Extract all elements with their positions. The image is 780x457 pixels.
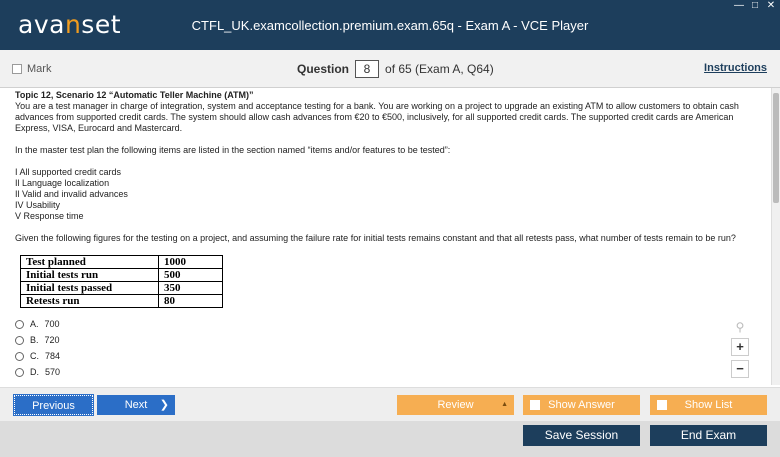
figure-value: 1000: [159, 256, 223, 269]
master-plan-text: In the master test plan the following items are listed in the section named “items and/or features to be tested”:: [15, 145, 451, 155]
table-row: [21, 282, 223, 295]
magnifier-icon: ⚲: [735, 320, 745, 334]
title-bar: [0, 0, 780, 50]
table-row: [21, 295, 223, 308]
show-list-label: Show List: [684, 399, 733, 411]
previous-button[interactable]: Previous: [14, 395, 93, 415]
maximize-icon[interactable]: □: [751, 0, 759, 11]
option-c[interactable]: [15, 348, 757, 364]
topic-title: Topic 12, Scenario 12 “Automatic Teller Machine (ATM)”: [15, 90, 254, 100]
option-a-radio[interactable]: [15, 320, 24, 329]
triangle-up-icon: ▲: [501, 401, 508, 408]
item-2: Il Language localization: [15, 178, 110, 188]
option-a[interactable]: [15, 316, 757, 332]
question-label: Question: [297, 62, 350, 76]
question-bar: [0, 50, 780, 88]
zoom-controls: [731, 320, 749, 378]
next-label: Next: [124, 399, 148, 411]
option-text: 700: [44, 318, 60, 329]
zoom-in-button[interactable]: +: [731, 338, 749, 356]
question-count: of 65 (Exam A, Q64): [385, 62, 494, 76]
show-list-button[interactable]: [650, 395, 767, 415]
option-d[interactable]: [15, 364, 757, 380]
next-button[interactable]: [97, 395, 175, 415]
chevron-right-icon: ❯: [159, 399, 169, 411]
vertical-scrollbar[interactable]: [771, 88, 780, 385]
question-content: [0, 88, 771, 385]
option-letter: C.: [30, 350, 39, 361]
review-button[interactable]: [397, 395, 514, 415]
table-row: [21, 269, 223, 282]
answer-options: [15, 316, 757, 380]
figure-value: 80: [159, 295, 223, 308]
show-answer-label: Show Answer: [548, 399, 615, 411]
item-3: Il Valid and invalid advances: [15, 189, 128, 199]
option-letter: A.: [30, 318, 39, 329]
figure-value: 350: [159, 282, 223, 295]
show-answer-checkbox[interactable]: [530, 400, 540, 410]
figure-label: Test planned: [21, 256, 159, 269]
scenario-text: You are a test manager in charge of integration, system and acceptance testing for a bank. You are working on a project to upgrade an existing ATM to allow customers to obtain cash advances from supported credit cards. The system should allow cash advances from €20 to €500, inclusively, for all supported credit cards. The supported credit cards are American Express, VISA, Eurocard and Mastercard.: [15, 101, 739, 133]
show-list-checkbox[interactable]: [657, 400, 667, 410]
option-b[interactable]: [15, 332, 757, 348]
close-icon[interactable]: ✕: [766, 0, 776, 11]
question-navigator: [297, 60, 494, 78]
avanset-logo: avanset: [18, 10, 122, 39]
mark-label: Mark: [27, 63, 52, 75]
option-c-radio[interactable]: [15, 352, 24, 361]
instructions-link[interactable]: Instructions: [704, 62, 767, 74]
option-d-radio[interactable]: [15, 368, 24, 377]
item-1: I All supported credit cards: [15, 167, 122, 177]
figures-table: [20, 255, 223, 308]
window-controls: [734, 1, 776, 11]
figure-label: Initial tests run: [21, 269, 159, 282]
figure-value: 500: [159, 269, 223, 282]
table-row: [21, 256, 223, 269]
minimize-icon[interactable]: —: [734, 0, 744, 11]
option-letter: D.: [30, 366, 39, 377]
show-answer-button[interactable]: [523, 395, 640, 415]
figure-label: Retests run: [21, 295, 159, 308]
option-b-radio[interactable]: [15, 336, 24, 345]
save-session-button[interactable]: Save Session: [523, 425, 640, 446]
figure-label: Initial tests passed: [21, 282, 159, 295]
option-text: 784: [45, 350, 61, 361]
end-exam-button[interactable]: End Exam: [650, 425, 767, 446]
item-5: V Response time: [15, 211, 84, 221]
option-text: 570: [45, 366, 61, 377]
item-4: IV Usability: [15, 200, 61, 210]
window-title: CTFL_UK.examcollection.premium.exam.65q - Exam A - VCE Player: [191, 18, 589, 33]
question-number-input[interactable]: 8: [355, 60, 379, 78]
footer-bar: [0, 421, 780, 457]
zoom-out-button[interactable]: −: [731, 360, 749, 378]
mark-checkbox[interactable]: [12, 63, 51, 75]
mark-checkbox-box[interactable]: [12, 64, 22, 74]
option-text: 720: [44, 334, 60, 345]
scrollbar-thumb[interactable]: [773, 93, 779, 203]
review-label: Review: [437, 399, 474, 411]
navigation-bar: [0, 387, 780, 421]
option-letter: B.: [30, 334, 39, 345]
question-prompt: Given the following figures for the testing on a project, and assuming the failure rate for initial tests remains constant and that all retests pass, what number of tests remain to be run?: [15, 233, 736, 243]
